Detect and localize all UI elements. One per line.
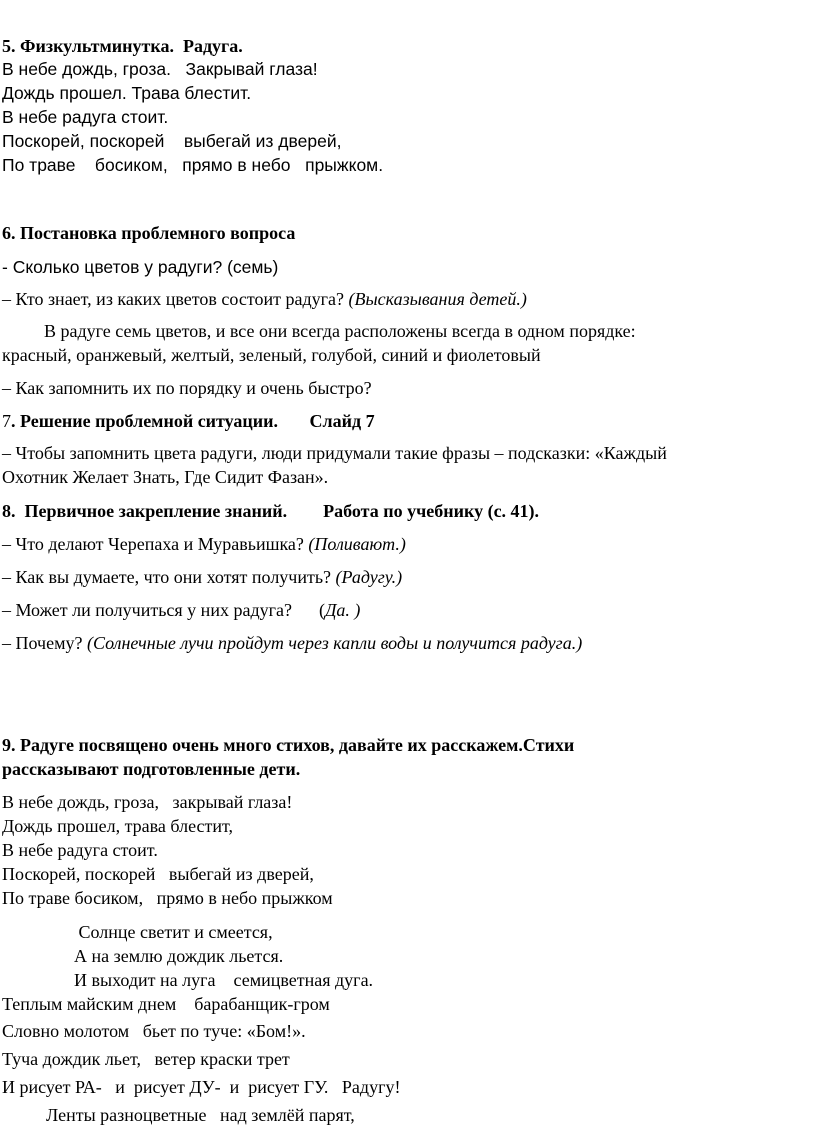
qa-line [2,632,582,654]
answer-text: (Высказывания детей.) [348,289,527,309]
qa-line [2,533,406,555]
poem-line: И выходит на луга семицветная дуга. [74,970,374,990]
section-6-heading: 6. Постановка проблемного вопроса [2,223,296,243]
poem-line: В небе радуга стоит. [2,107,169,127]
question-text: – Что делают Черепаха и Муравьишка? [2,534,309,554]
poem-line: В небе радуга стоит. [2,840,158,860]
poem-line: Туча дождик льет, ветер краски трет [2,1049,290,1069]
qa-line [2,599,360,621]
poem-line: Поскорей, поскорей выбегай из дверей, [2,864,314,884]
paragraph-line: – Чтобы запомнить цвета радуги, люди придумали такие фразы – подсказки: «Каждый [2,443,667,463]
section-title: . Решение проблемной ситуации. Слайд 7 [11,411,375,431]
question-text: – Почему? [2,633,87,653]
poem-line: В небе дождь, гроза, закрывай глаза! [2,792,293,812]
poem-line: Теплым майским днем барабанщик-гром [2,994,330,1014]
poem-line: А на землю дождик льется. [74,946,284,966]
section-number: 7 [2,411,11,431]
question-line: – Как запомнить их по порядку и очень быстро? [2,378,372,398]
paragraph-line: В радуге семь цветов, и все они всегда расположены всегда в одном порядке: [44,321,636,341]
poem-line: Словно молотом бьет по туче: «Бом!». [2,1021,306,1041]
poem-line: Солнце светит и смеется, [74,922,273,942]
poem-line: Дождь прошел, трава блестит, [2,816,234,836]
poem-line: И рисует РА- и рисует ДУ- и рисует ГУ. Радугу! [2,1077,401,1097]
answer-text: (Радугу.) [335,567,403,587]
paragraph-line: Охотник Желает Знать, Где Сидит Фазан». [2,467,329,487]
poem-line: Поскорей, поскорей выбегай из дверей, [2,131,342,151]
question-text: – Может ли получиться у них радуга? ( [2,600,325,620]
section-7-heading [2,410,375,432]
section-9-heading-cont: рассказывают подготовленные дети. [2,759,301,779]
question-line: - Сколько цветов у радуги? (семь) [2,257,279,277]
answer-text: (Солнечные лучи пройдут через капли воды и получится радуга.) [86,633,583,653]
poem-line: По траве босиком, прямо в небо прыжком. [2,155,384,175]
qa-line [2,566,402,588]
question-line [2,288,527,310]
poem-line: Ленты разноцветные над землёй парят, [46,1105,355,1125]
poem-line: По траве босиком, прямо в небо прыжком [2,888,333,908]
paragraph-line: красный, оранжевый, желтый, зеленый, голубой, синий и фиолетовый [2,345,541,365]
answer-text: (Поливают.) [308,534,406,554]
poem-line: Дождь прошел. Трава блестит. [2,83,252,103]
section-5-heading: 5. Физкультминутка. Радуга. [2,36,243,56]
question-text: – Как вы думаете, что они хотят получить? [2,567,336,587]
section-8-heading: 8. Первичное закрепление знаний. Работа по учебнику (с. 41). [2,501,540,521]
question-text: – Кто знает, из каких цветов состоит радуга? [2,289,349,309]
answer-text: Да. ) [324,600,361,620]
section-9-heading: 9. Радуге посвящено очень много стихов, давайте их расскажем.Стихи [2,735,575,755]
poem-line: В небе дождь, гроза. Закрывай глаза! [2,59,318,79]
